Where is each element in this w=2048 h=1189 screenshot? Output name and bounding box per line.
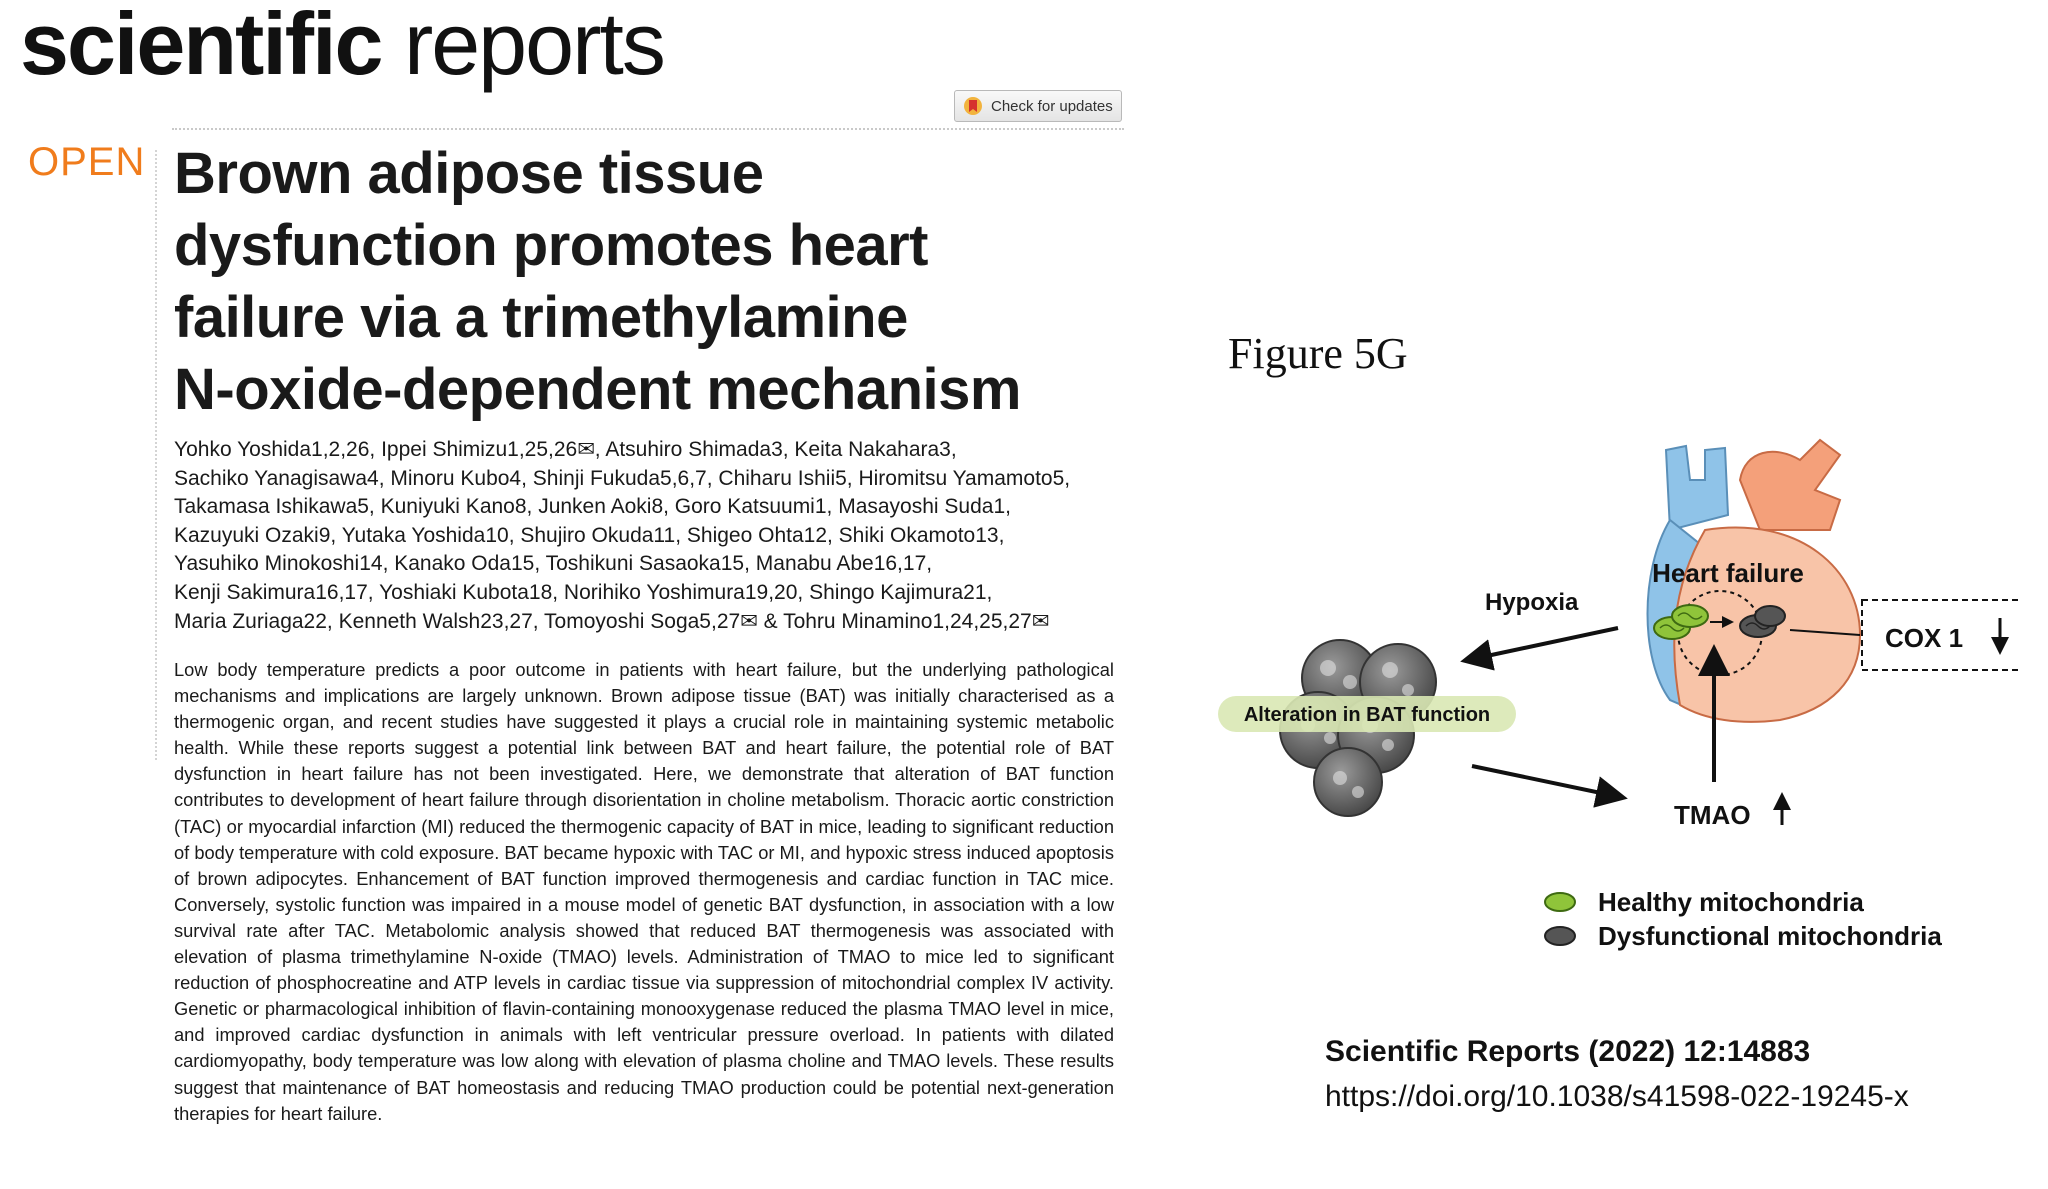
check-updates-label: Check for updates [991,97,1113,115]
heart-vessel-blue [1666,446,1728,530]
author-line: Sachiko Yanagisawa4, Minoru Kubo4, Shinji Fukuda5,6,7, Chiharu Ishii5, Hiromitsu Yamamoto5, [174,466,1071,490]
citation-block [1325,1032,1909,1122]
legend-dysfunctional-icon [1545,927,1575,945]
open-access-label: OPEN [28,140,146,184]
journal-name-light: reports [403,0,664,93]
journal-logo [20,0,664,93]
author-list [174,436,1134,636]
author-line: Kazuyuki Ozaki9, Yutaka Yoshida10, Shujiro Okuda11, Shigeo Ohta12, Shiki Okamoto13, [174,523,1005,547]
hypoxia-label: Hypoxia [1485,589,1579,616]
margin-divider [155,150,157,760]
heart-failure-label: Heart failure [1652,558,1804,588]
journal-name-bold: scientific [20,0,382,93]
hypoxia-arrow [1468,628,1618,660]
abstract: Low body temperature predicts a poor outcome in patients with heart failure, but the underlying pathological mechanisms and implications are largely unknown. Brown adipose tissue (BAT) was initially characterised as a thermogenic organ, and recent studies have suggested it plays a crucial role in maintaining systemic metabolic health. While these reports suggest a potential link between BAT and heart failure, the potential role of BAT dysfunction in heart failure has not been investigated. Here, we demonstrate that alteration of BAT function contributes to development of heart failure through disorientation in choline metabolism. Thoracic aortic constriction (TAC) or myocardial infarction (MI) reduced the thermogenic capacity of BAT in mice, leading to significant reduction of body temperature with cold exposure. BAT became hypoxic with TAC or MI, and hypoxic stress induced apoptosis of brown adipocytes. Enhancement of BAT function improved thermogenesis and cardiac function in TAC mice. Conversely, systolic function was impaired in a mouse model of genetic BAT dysfunction, in association with a low survival rate after TAC. Metabolomic analysis showed that reduced BAT thermogenesis was associated with elevation of plasma trimethylamine N-oxide (TMAO) levels. Administration of TMAO to mice led to significant reduction of phosphocreatine and ATP levels in cardiac tissue via suppression of mitochondrial complex IV activity. Genetic or pharmacological inhibition of flavin-containing monooxygenase reduced the plasma TMAO level in mice, and improved cardiac dysfunction in animals with left ventricular pressure overload. In patients with dilated cardiomyopathy, body temperature was low along with elevation of plasma choline and TMAO levels. These results suggest that maintenance of BAT homeostasis and reducing TMAO production could be potential next-generation therapies for heart failure. [174,659,1114,1124]
heart-illustration [1648,440,1861,722]
check-for-updates-button[interactable] [954,90,1122,122]
heart-vessel-red [1740,440,1840,530]
legend-dysfunctional-label: Dysfunctional mitochondria [1598,921,1942,951]
tmao-label: TMAO [1674,800,1751,830]
check-updates-icon [963,96,983,116]
title-line: N-oxide-dependent mechanism [174,357,1021,422]
figure-5g-diagram [1200,420,2020,980]
author-line: Takamasa Ishikawa5, Kuniyuki Kano8, Junken Aoki8, Goro Katsuumi1, Masayoshi Suda1, [174,495,1011,519]
header-divider [172,128,1124,130]
legend-healthy-label: Healthy mitochondria [1598,887,1864,917]
author-line: Yasuhiko Minokoshi14, Kanako Oda15, Toshikuni Sasaoka15, Manabu Abe16,17, [174,552,933,576]
figure-label: Figure 5G [1228,329,1408,378]
paper-title [174,138,1074,426]
author-line: Yohko Yoshida1,2,26, Ippei Shimizu1,25,26✉, Atsuhiro Shimada3, Keita Nakahara3, [174,438,957,461]
title-line: dysfunction promotes heart [174,213,928,278]
citation-doi-link[interactable]: https://doi.org/10.1038/s41598-022-19245-x [1325,1080,1909,1113]
figure-legend [1545,887,1942,951]
bat-function-label: Alteration in BAT function [1243,704,1491,726]
legend-healthy-icon [1545,893,1575,911]
cox-label: COX 1 [1885,623,1964,653]
citation-journal: Scientific Reports (2022) 12:14883 [1325,1035,1811,1068]
title-line: failure via a trimethylamine [174,285,908,350]
bat-to-tmao-arrow [1472,766,1620,797]
author-line: Maria Zuriaga22, Kenneth Walsh23,27, Tomoyoshi Soga5,27✉ & Tohru Minamino1,24,25,27✉ [174,609,1050,633]
title-line: Brown adipose tissue [174,141,764,206]
author-line: Kenji Sakimura16,17, Yoshiaki Kubota18, Norihiko Yoshimura19,20, Shingo Kajimura21, [174,580,993,604]
